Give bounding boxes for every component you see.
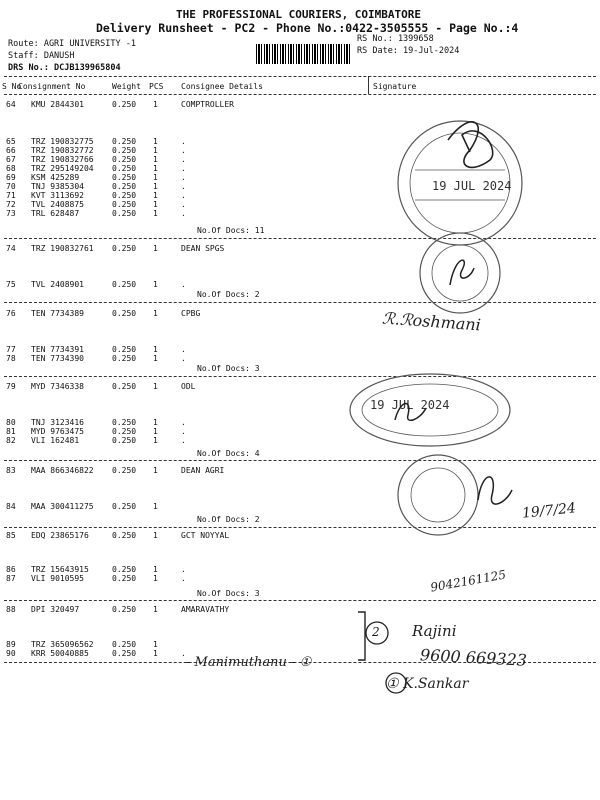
row-pcs: 1 — [153, 640, 158, 649]
row-pcs: 1 — [153, 200, 158, 209]
row-weight: 0.250 — [112, 309, 137, 318]
row-consignment: TNJ 9385304 — [31, 182, 84, 191]
row-pcs: 1 — [153, 605, 158, 614]
row-sno: 76 — [6, 309, 16, 318]
row-sno: 90 — [6, 649, 16, 658]
row-consignee: . — [181, 280, 186, 289]
row-weight: 0.250 — [112, 209, 137, 218]
phone-handwriting: 9042161125 — [429, 567, 507, 595]
row-weight: 0.250 — [112, 155, 137, 164]
col-pcs: PCS — [149, 82, 164, 91]
row-consignment: TRZ 190832772 — [31, 146, 94, 155]
row-consignment: DPI 320497 — [31, 605, 80, 614]
comptroller-signature — [448, 122, 493, 168]
row-pcs: 1 — [153, 146, 158, 155]
cpbg-handwriting: ℛ.ℛoshmani — [381, 308, 482, 335]
runsheet-title: Delivery Runsheet - PC2 - Phone No.:0422-3505555 - Page No.:4 — [96, 21, 519, 35]
row-sno: 66 — [6, 146, 16, 155]
row-pcs: 1 — [153, 100, 158, 109]
row-consignee: GCT NOYYAL — [181, 531, 230, 540]
row-consignment: TRZ 15643915 — [31, 565, 89, 574]
row-pcs: 1 — [153, 466, 158, 475]
row-weight: 0.250 — [112, 146, 137, 155]
row-pcs: 1 — [153, 382, 158, 391]
row-weight: 0.250 — [112, 436, 137, 445]
row-weight: 0.250 — [112, 354, 137, 363]
row-consignee: . — [181, 164, 186, 173]
row-pcs: 1 — [153, 164, 158, 173]
row-pcs: 1 — [153, 418, 158, 427]
row-consignee: . — [181, 427, 186, 436]
row-weight: 0.250 — [112, 427, 137, 436]
row-pcs: 1 — [153, 531, 158, 540]
row-weight: 0.250 — [112, 100, 137, 109]
row-pcs: 1 — [153, 574, 158, 583]
row-weight: 0.250 — [112, 574, 137, 583]
row-consignee: . — [181, 173, 186, 182]
odl-stamp-date: 19 JUL 2024 — [370, 398, 450, 412]
row-consignee: . — [181, 649, 186, 658]
rajini-phone-handwriting: 9600 669323 — [419, 645, 528, 670]
row-sno: 68 — [6, 164, 16, 173]
doc-count: No.Of Docs: 3 — [197, 364, 260, 373]
manimuthu-handwriting: - Manimuthanu - ① — [186, 655, 312, 670]
company-title: THE PROFESSIONAL COURIERS, COIMBATORE — [176, 8, 422, 21]
row-consignee: AMARAVATHY — [181, 605, 230, 614]
row-consignee: . — [181, 345, 186, 354]
row-sno: 83 — [6, 466, 16, 475]
row-consignment: KRR 50040885 — [31, 649, 89, 658]
row-consignee: ODL — [181, 382, 196, 391]
circled-two-text: 2 — [372, 625, 380, 639]
row-consignee: . — [181, 155, 186, 164]
row-weight: 0.250 — [112, 565, 137, 574]
row-sno: 67 — [6, 155, 16, 164]
row-sno: 71 — [6, 191, 16, 200]
row-consignee: . — [181, 200, 186, 209]
row-sno: 85 — [6, 531, 16, 540]
date-handwriting: 19/7/24 — [521, 500, 577, 522]
row-consignment: VLI 162481 — [31, 436, 80, 445]
row-consignee: . — [181, 565, 186, 574]
row-consignment: TVL 2408875 — [31, 200, 84, 209]
row-consignment: TRL 628487 — [31, 209, 80, 218]
ksankar-handwriting: ① K.Sankar — [386, 676, 469, 692]
row-sno: 70 — [6, 182, 16, 191]
row-weight: 0.250 — [112, 649, 137, 658]
row-sno: 82 — [6, 436, 16, 445]
row-consignment: TEN 7734389 — [31, 309, 84, 318]
row-consignment: MAA 300411275 — [31, 502, 94, 511]
row-weight: 0.250 — [112, 200, 137, 209]
row-sno: 88 — [6, 605, 16, 614]
doc-count: No.Of Docs: 11 — [197, 226, 265, 235]
row-sno: 84 — [6, 502, 16, 511]
row-weight: 0.250 — [112, 164, 137, 173]
row-weight: 0.250 — [112, 640, 137, 649]
row-consignment: MAA 866346822 — [31, 466, 94, 475]
row-consignment: TNJ 3123416 — [31, 418, 84, 427]
row-sno: 78 — [6, 354, 16, 363]
col-signature: Signature — [373, 82, 417, 91]
row-sno: 75 — [6, 280, 16, 289]
row-weight: 0.250 — [112, 418, 137, 427]
row-consignment: TVL 2408901 — [31, 280, 84, 289]
row-consignment: EDQ 23865176 — [31, 531, 89, 540]
bracket-mark — [358, 612, 365, 660]
row-consignee: . — [181, 137, 186, 146]
drs-number: DRS No.: DCJB139965804 — [8, 63, 121, 73]
row-consignment: VLI 9010595 — [31, 574, 84, 583]
row-consignment: KVT 3113692 — [31, 191, 84, 200]
row-pcs: 1 — [153, 191, 158, 200]
col-sno: S No — [2, 82, 22, 91]
row-weight: 0.250 — [112, 280, 137, 289]
row-weight: 0.250 — [112, 531, 137, 540]
row-pcs: 1 — [153, 565, 158, 574]
comptroller-stamp-date: 19 JUL 2024 — [432, 179, 512, 193]
row-consignee: CPBG — [181, 309, 201, 318]
row-weight: 0.250 — [112, 502, 137, 511]
row-pcs: 1 — [153, 345, 158, 354]
row-pcs: 1 — [153, 280, 158, 289]
row-pcs: 1 — [153, 436, 158, 445]
row-sno: 69 — [6, 173, 16, 182]
row-consignment: TRZ 190832775 — [31, 137, 94, 146]
spgs-signature — [450, 260, 474, 285]
row-sno: 73 — [6, 209, 16, 218]
row-pcs: 1 — [153, 649, 158, 658]
row-pcs: 1 — [153, 309, 158, 318]
row-pcs: 1 — [153, 427, 158, 436]
row-consignee: . — [181, 209, 186, 218]
doc-count: No.Of Docs: 3 — [197, 589, 260, 598]
row-consignee: DEAN AGRI — [181, 466, 225, 475]
staff-label: Staff: DANUSH — [8, 51, 75, 61]
spgs-stamp — [420, 233, 500, 313]
row-sno: 77 — [6, 345, 16, 354]
row-sno: 87 — [6, 574, 16, 583]
row-pcs: 1 — [153, 354, 158, 363]
row-consignment: TRZ 295149204 — [31, 164, 94, 173]
row-weight: 0.250 — [112, 382, 137, 391]
research-stamp — [398, 455, 478, 535]
row-consignment: TRZ 365096562 — [31, 640, 94, 649]
rs-date: RS Date: 19-Jul-2024 — [357, 46, 460, 56]
col-weight: Weight — [112, 82, 141, 91]
doc-count: No.Of Docs: 2 — [197, 290, 260, 299]
row-weight: 0.250 — [112, 605, 137, 614]
row-sno: 80 — [6, 418, 16, 427]
dean-agri-signature — [478, 477, 512, 504]
row-sno: 89 — [6, 640, 16, 649]
row-sno: 64 — [6, 100, 16, 109]
row-consignment: KSM 425289 — [31, 173, 80, 182]
row-consignee: . — [181, 146, 186, 155]
row-weight: 0.250 — [112, 173, 137, 182]
doc-count: No.Of Docs: 4 — [197, 449, 260, 458]
route-label: Route: AGRI UNIVERSITY -1 — [8, 39, 136, 49]
row-consignee: . — [181, 418, 186, 427]
row-weight: 0.250 — [112, 244, 137, 253]
doc-count: No.Of Docs: 2 — [197, 515, 260, 524]
col-consignee: Consignee Details — [181, 82, 263, 91]
rs-number: RS No.: 1399658 — [357, 34, 434, 44]
row-consignment: MYD 7346338 — [31, 382, 84, 391]
row-consignee: . — [181, 574, 186, 583]
row-consignment: TEN 7734390 — [31, 354, 84, 363]
row-pcs: 1 — [153, 137, 158, 146]
row-pcs: 1 — [153, 502, 158, 511]
row-sno: 79 — [6, 382, 16, 391]
row-consignee: . — [181, 182, 186, 191]
row-consignment: KMU 2844301 — [31, 100, 84, 109]
row-sno: 65 — [6, 137, 16, 146]
row-sno: 72 — [6, 200, 16, 209]
row-consignment: TRZ 190832766 — [31, 155, 94, 164]
row-consignment: MYD 9763475 — [31, 427, 84, 436]
col-consignment: Consignment No — [18, 82, 86, 91]
row-weight: 0.250 — [112, 137, 137, 146]
row-pcs: 1 — [153, 173, 158, 182]
row-sno: 86 — [6, 565, 16, 574]
row-sno: 81 — [6, 427, 16, 436]
row-weight: 0.250 — [112, 466, 137, 475]
rajini-handwriting: Rajini — [412, 622, 457, 640]
row-consignee: . — [181, 191, 186, 200]
row-pcs: 1 — [153, 244, 158, 253]
row-weight: 0.250 — [112, 345, 137, 354]
row-consignee: COMPTROLLER — [181, 100, 234, 109]
row-consignment: TRZ 190832761 — [31, 244, 94, 253]
row-consignee: DEAN SPGS — [181, 244, 225, 253]
row-weight: 0.250 — [112, 191, 137, 200]
row-pcs: 1 — [153, 182, 158, 191]
row-consignee: . — [181, 436, 186, 445]
row-weight: 0.250 — [112, 182, 137, 191]
row-pcs: 1 — [153, 209, 158, 218]
row-pcs: 1 — [153, 155, 158, 164]
row-consignee: . — [181, 354, 186, 363]
row-sno: 74 — [6, 244, 16, 253]
row-consignment: TEN 7734391 — [31, 345, 84, 354]
